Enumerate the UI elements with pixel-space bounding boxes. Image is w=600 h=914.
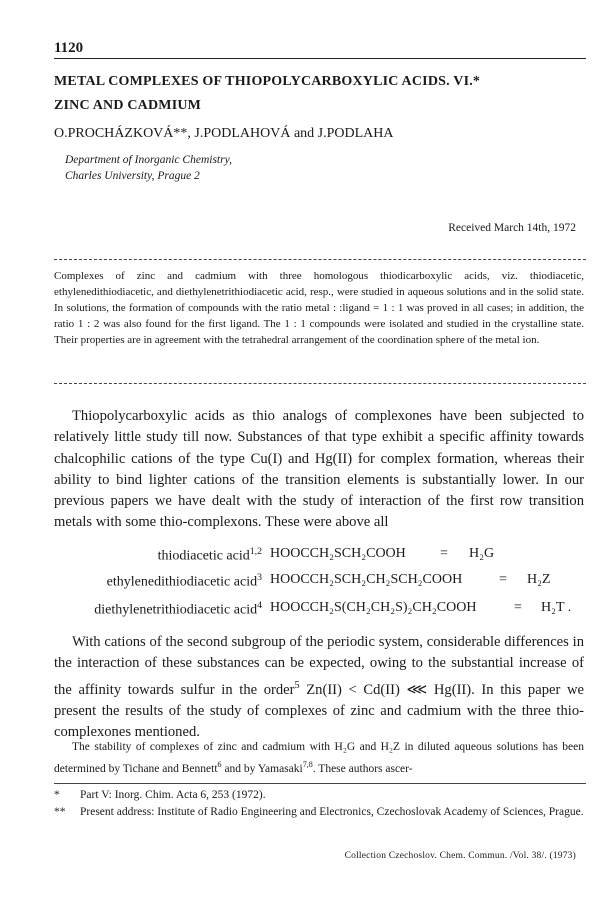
footnote-text: Part V: Inorg. Chim. Acta 6, 253 (1972).	[80, 789, 266, 801]
equation-formula: HOOCCH₂SCH₂COOH	[270, 546, 406, 561]
citation-ref: 7,8	[302, 760, 313, 769]
title-line-1: METAL COMPLEXES OF THIOPOLYCARBOXYLIC ACIDS. VI.*	[54, 74, 481, 89]
paragraph-text: . These authors ascer-	[312, 762, 413, 775]
equation-name: thiodiacetic acid	[157, 548, 250, 564]
abstract-top-rule	[54, 259, 586, 260]
article-title	[54, 70, 584, 118]
received-date: Received March 14th, 1972	[448, 222, 576, 234]
paragraph-text: and by Yamasaki	[221, 762, 303, 775]
affiliation-line-1: Department of Inorganic Chemistry,	[65, 154, 232, 166]
equation-name: diethylenetrithiodiacetic acid	[94, 602, 258, 618]
abstract: Complexes of zinc and cadmium with three homologous thiodicarboxylic acids, viz. thiodiacetic, ethylenedithiodiacetic, and diethylenetrithiodiacetic acid, resp., were studied in aqueous solutions and in the solid state. In solutions, the formation of compounds with the ratio metal : :ligand = 1 : 1 was proved in all cases; in addition, the ratio 1 : 2 was also found for the first ligand. The 1 : 1 compounds were isolated and studied in the crystalline state. Their properties are in agreement with the tetrahedral arrangement of the coordination sphere of the metal ion.	[54, 270, 584, 346]
equation-formula: HOOCCH₂SCH₂CH₂SCH₂COOH	[270, 572, 463, 587]
journal-citation: Collection Czechoslov. Chem. Commun. /Vol. 38/. (1973)	[344, 851, 576, 861]
equation-formula: HOOCCH₂S(CH₂CH₂S)₂CH₂COOH	[270, 600, 477, 615]
equation-symbol: H₂G	[469, 546, 495, 561]
affiliation	[65, 152, 232, 184]
paragraph-text: With cations of the second subgroup of the periodic system, considerable differences in the interaction of these substances can be expected, owing to the substantial increase of the affinity towards sulfur in the order	[54, 634, 584, 698]
equation-name: ethylenedithiodiacetic acid	[106, 574, 258, 590]
title-line-2: ZINC AND CADMIUM	[54, 98, 202, 113]
intro-paragraph: Thiopolycarboxylic acids as thio analogs of complexones have been subjected to relatively little study till now. Substances of that type exhibit a specific affinity towards chalcophilic cations of the type Cu(I) and Hg(II) for complex formation, whereas their ability to bind lighter cations of the transition elements is substantially lower. In our previous papers we have dealt with the study of interaction of the first row transition metals with some thio-complexons. These were above all	[54, 408, 584, 531]
paragraph-text: The stability of complexes of zinc and cadmium with H₂G and H₂Z in diluted aqueous solutions has been determined by Tichane and Bennett	[54, 741, 584, 775]
equation-symbol: H₂T .	[541, 600, 572, 615]
running-header	[54, 38, 586, 59]
page-number: 1120	[54, 40, 84, 56]
footnote	[54, 787, 584, 804]
footnote	[54, 804, 584, 821]
equation-equals: =	[440, 546, 448, 561]
second-paragraph	[54, 632, 584, 743]
footnote-text: Present address: Institute of Radio Engineering and Electronics, Czechoslovak Academy of Sciences, Prague.	[80, 806, 584, 818]
equation-equals: =	[514, 600, 522, 615]
equation-symbol: H₂Z	[527, 572, 551, 587]
abstract-bottom-rule	[54, 383, 586, 384]
citation-ref: 6	[217, 760, 222, 769]
affiliation-line-2: Charles University, Prague 2	[65, 170, 200, 182]
footnote-mark: *	[54, 789, 60, 801]
author-list: O.PROCHÁZKOVÁ**, J.PODLAHOVÁ and J.PODLAHA	[54, 126, 394, 141]
third-paragraph	[54, 738, 584, 778]
equation-ref: 1,2	[249, 546, 262, 557]
equation-equals: =	[499, 572, 507, 587]
equation-ref: 3	[257, 572, 262, 583]
citation-ref: 5	[294, 679, 300, 691]
paragraph-text: Zn(II) < Cd(II) ⋘ Hg(II). In this paper we present the results of the study of complexes of zinc and cadmium with the three thio-complexones mentioned.	[54, 681, 584, 741]
footnote-rule	[54, 783, 586, 784]
footnote-mark: **	[54, 806, 66, 818]
equation-ref: 4	[257, 600, 262, 611]
footnotes	[54, 787, 584, 821]
